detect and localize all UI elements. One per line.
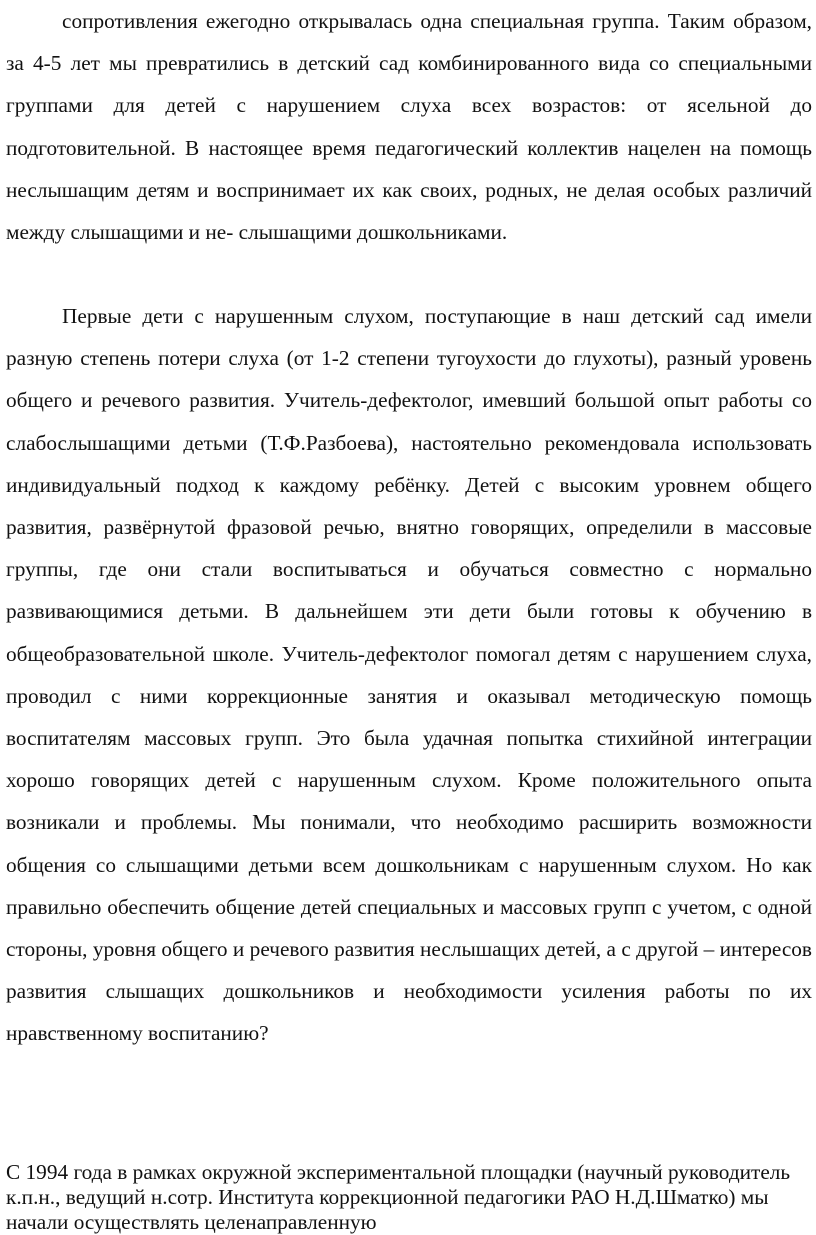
paragraph-1: сопротивления ежегодно открывалась одна специальная группа. Таким образом, за 4-5 лет мы превратились в детский сад комбинированного вида со специальными группами для детей с нарушением слуха всех возрастов: от ясельной до подготовительной. В настоящее время педагогический коллектив нацелен на помощь неслышащим детям и воспринимает их как своих, родных, не делая особых различий между слышащими и не- слышащими дошкольниками. (6, 9, 812, 245)
paragraph-3: С 1994 года в рамках окружной экспериментальной площадки (научный руководитель к.п.н., ведущий н.сотр. Института коррекционной педагогики РАО Н.Д.Шматко) мы начали осуществлять целенаправленную (6, 1160, 791, 1234)
paragraph-2: Первые дети с нарушенным слухом, поступающие в наш детский сад имели разную степень потери слуха (от 1-2 степени тугоухости до глухоты), разный уровень общего и речевого развития. Учитель-дефектолог, имевший большой опыт работы со слабослышащими детьми (Т.Ф.Разбоева), настоятельно рекомендовала использовать индивидуальный подход к каждому ребёнку. Детей с высоким уровнем общего развития, развёрнутой фразовой речью, внятно говорящих, определили в массовые группы, где они стали воспитываться и обучаться совместно с нормально развивающимися детьми. В дальнейшем эти дети были готовы к обучению в общеобразовательной школе. Учитель-дефектолог помогал детям с нарушением слуха, проводил с ними коррекционные занятия и оказывал методическую помощь воспитателям массовых групп. Это была удачная попытка стихийной интеграции хорошо говорящих детей с нарушенным слухом. Кроме положительного опыта возникали и проблемы. Мы понимали, что необходимо расширить возможности общения со слышащими детьми всем дошкольникам с нарушенным слухом. Но как правильно обеспечить общение детей специальных и массовых групп с учетом, с одной стороны, уровня общего и речевого развития неслышащих детей, а с другой – интересов развития слышащих дошкольников и необходимости усиления работы по их нравственному воспитанию? (6, 304, 812, 1046)
